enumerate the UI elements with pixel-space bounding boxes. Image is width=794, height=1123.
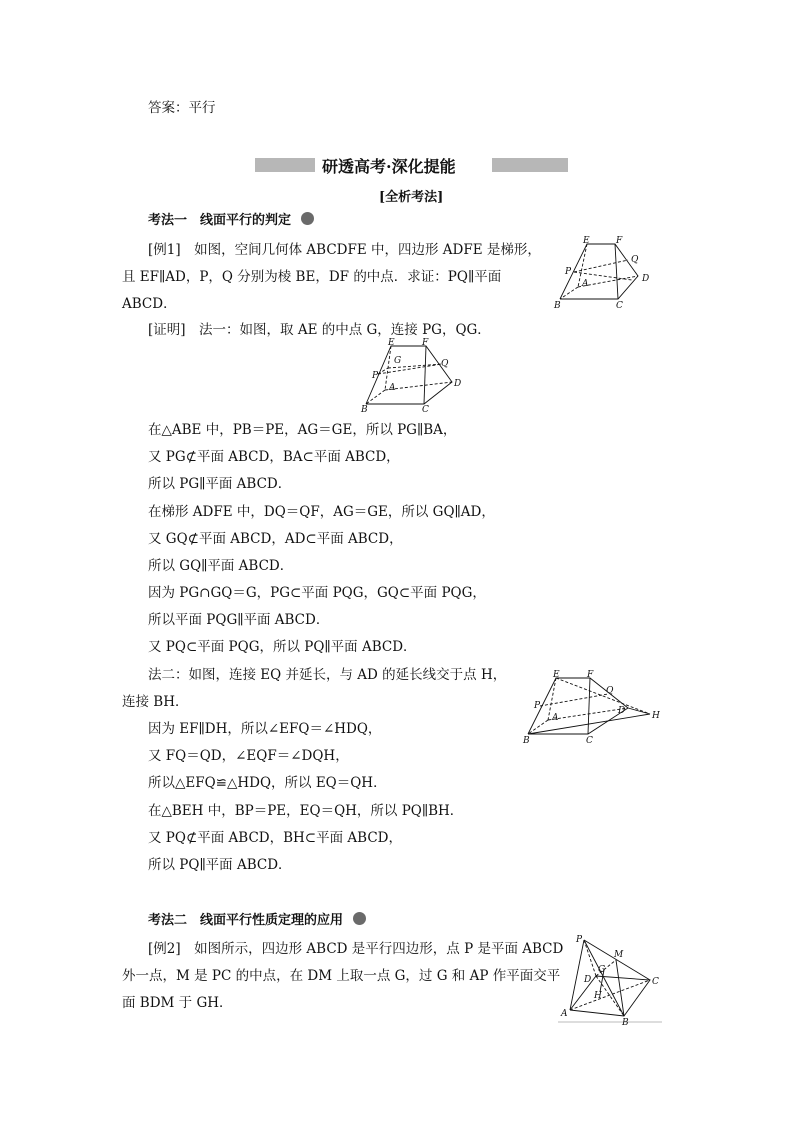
fig4-label-H: H <box>594 991 602 1001</box>
fig1-label-C: C <box>616 301 623 311</box>
figure-2-diagram <box>358 338 468 414</box>
subtitle: [全析考法] <box>379 190 444 205</box>
example1-line2: 且 EF∥AD，P，Q 分别为棱 BE，DF 的中点．求证：PQ∥平面 <box>122 269 502 285</box>
fig4-label-B: B <box>622 1018 629 1026</box>
proof2-line: 所以△EFQ≌△HDQ，所以 EQ＝QH． <box>148 775 387 791</box>
fig3-label-C: C <box>586 736 593 746</box>
fig1-label-B: B <box>554 301 561 311</box>
fig2-label-C: C <box>422 405 429 414</box>
figure-4-diagram <box>558 932 664 1026</box>
proof1-line: 在梯形 ADFE 中，DQ＝QF，AG＝GE，所以 GQ∥AD， <box>148 504 495 520</box>
answer-text: 答案：平行 <box>148 100 216 116</box>
fig1-label-F: F <box>616 236 623 246</box>
method2-heading-text: 考法二 线面平行性质定理的应用 <box>148 913 344 928</box>
fig1-label-Q: Q <box>631 255 639 265</box>
fig2-label-A: A <box>389 383 396 393</box>
fig4-label-C: C <box>652 977 659 987</box>
fig4-label-M: M <box>614 950 624 960</box>
proof2-line: 又 FQ＝QD，∠EQF＝∠DQH， <box>148 748 349 764</box>
example1-line3: ABCD． <box>122 296 177 312</box>
proof2-line: 所以 PQ∥平面 ABCD． <box>148 857 292 873</box>
method2-heading <box>148 909 366 928</box>
fig2-label-D: D <box>454 379 462 389</box>
proof1-line: 所以 PG∥平面 ABCD． <box>148 476 292 492</box>
fig3-label-B: B <box>523 736 530 746</box>
bullet-circle-icon <box>301 212 314 225</box>
banner-bar-left <box>255 158 315 172</box>
proof1-line: 又 GQ⊄平面 ABCD，AD⊂平面 ABCD， <box>148 531 403 547</box>
proof1-line: 所以 GQ∥平面 ABCD． <box>148 558 294 574</box>
figure-3-diagram <box>520 668 665 748</box>
fig3-label-P: P <box>534 701 541 711</box>
proof1-intro: [证明] 法一：如图，取 AE 的中点 G，连接 PG，QG． <box>148 322 491 338</box>
example2-line1: [例2] 如图所示，四边形 ABCD 是平行四边形，点 P 是平面 ABCD <box>148 941 564 957</box>
fig3-label-F: F <box>587 670 594 680</box>
fig2-label-Q: Q <box>441 359 449 369</box>
fig2-label-B: B <box>361 405 368 414</box>
proof2-line: 在△BEH 中，BP＝PE，EQ＝QH，所以 PQ∥BH． <box>148 803 464 819</box>
fig1-label-A: A <box>582 279 589 289</box>
fig2-label-F: F <box>422 338 429 348</box>
method1-heading <box>148 209 314 228</box>
proof2-line: 又 PQ⊄平面 ABCD，BH⊂平面 ABCD， <box>148 830 402 846</box>
example2-line3: 面 BDM 于 GH． <box>122 995 233 1011</box>
example1-line1: [例1] 如图，空间几何体 ABCDFE 中，四边形 ADFE 是梯形， <box>148 242 541 258</box>
fig4-label-D: D <box>584 975 592 985</box>
proof1-line: 因为 PG∩GQ＝G，PG⊂平面 PQG，GQ⊂平面 PQG， <box>148 585 486 601</box>
section-title: 研透高考·深化提能 <box>322 157 456 176</box>
fig3-label-H: H <box>652 711 660 721</box>
fig1-label-E: E <box>583 236 590 246</box>
fig4-label-P: P <box>576 935 583 945</box>
fig3-label-D: D <box>618 706 626 716</box>
fig1-label-D: D <box>642 274 650 284</box>
bullet-circle-icon <box>353 912 366 925</box>
proof1-line: 又 PG⊄平面 ABCD，BA⊂平面 ABCD， <box>148 449 400 465</box>
fig2-label-E: E <box>388 338 395 348</box>
fig2-label-P: P <box>372 371 379 381</box>
fig3-label-A: A <box>552 713 559 723</box>
method1-heading-text: 考法一 线面平行的判定 <box>148 213 292 228</box>
proof1-line: 又 PQ⊂平面 PQG，所以 PQ∥平面 ABCD． <box>148 639 417 655</box>
fig3-label-Q: Q <box>606 686 614 696</box>
fig1-label-P: P <box>565 267 572 277</box>
method-two-line1: 法二：如图，连接 EQ 并延长，与 AD 的延长线交于点 H， <box>148 667 507 683</box>
example2-line2: 外一点，M 是 PC 的中点，在 DM 上取一点 G，过 G 和 AP 作平面交平 <box>122 968 561 984</box>
figure-1-diagram <box>550 234 665 312</box>
method-two-line2: 连接 BH． <box>122 694 189 710</box>
fig4-label-A: A <box>561 1009 568 1019</box>
fig2-label-G: G <box>394 356 402 366</box>
fig4-label-G: G <box>598 965 606 975</box>
fig3-label-E: E <box>553 670 560 680</box>
proof1-line: 在△ABE 中，PB＝PE，AG＝GE，所以 PG∥BA， <box>148 422 457 438</box>
banner-bar-right <box>492 158 568 172</box>
proof2-line: 因为 EF∥DH，所以∠EFQ＝∠HDQ， <box>148 721 382 737</box>
proof1-line: 所以平面 PQG∥平面 ABCD． <box>148 612 330 628</box>
